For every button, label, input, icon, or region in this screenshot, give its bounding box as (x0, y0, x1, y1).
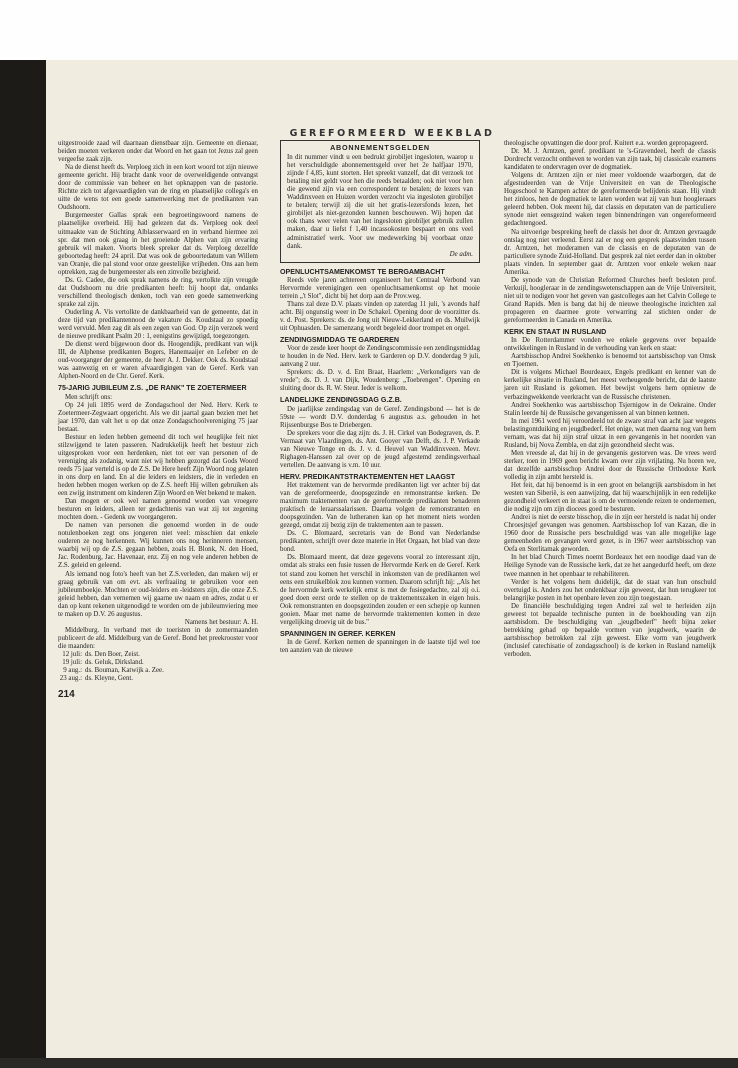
paragraph: Dan mogen er ook wel namen genoemd worden van vroegere besturen en leiders, alleen ter gedachtenis van wat zij tot zegening mochten doen. - Gedenk uw voorgangeren. (58, 498, 258, 522)
list-item: 19 juli: ds. Geluk, Dirksland. (62, 659, 144, 667)
paragraph: Ds. Blomaard meent, dat deze gegevens vooral zo interessant zijn, omdat als straks een fusie tussen de Hervormde Kerk en de Geref. Kerk tot stand zou komen het verschil in inkomsten van de predikanten wel eens een struikelblok zou kunnen vormen. Daarom schrijft hij: „Als het de hervormde kerk werkelijk ernst is met de fusiegedachte, zal zij o.i. goed doen eerst orde te stellen op de traktementszaken in eigen huis. Ook remonstranten en doopsgezinden zouden er een schepje op kunnen gooien. Maar met name de hervormde traktementen komen in deze vergelijking droevig uit de bus." (280, 554, 480, 626)
paragraph: Het feit, dat hij benoemd is in een groot en belangrijk aartsbisdom in het westen van Siberië, is een aanwijzing, dat hij waarschijnlijk in een redelijke gezondheid verkeert en in staat is om de vermoeiende reizen te ondernemen, die nodig zijn om zijn diocees goed te besturen. (504, 482, 716, 514)
paragraph: De dienst werd bijgewoon door ds. Hoogendijk, predikant van wijk III, de Alphense predikanten Bogers, Hanemaaijer en Lefeber en de oud-voorganger der gemeente, de heer A. J. Dekker. Ook ds. Koudstaal was aanwezig en er waren afvaardigingen van de Geref. Kerk van Alphen-Noord en de Chr. Geref. Kerk. (58, 341, 258, 381)
paragraph: Voor de zesde keer hoopt de Zendingscommissie een zendingsmiddag te houden in de Ned. Herv. kerk te Garderen op D.V. donderdag 9 juli, aanvang 2 uur. (280, 345, 480, 369)
box-title: ABONNEMENTSGELDEN (330, 143, 430, 152)
newspaper-page (46, 60, 738, 1058)
paragraph: In het blad Church Times noemt Bordeaux het een noodige daad van de Heilige Synode van de Russische kerk, dat ze het aangedurfd heeft, om deze twee mannen in het openbaar te rehabiliteren. (504, 554, 716, 578)
article-heading: HERV. PREDIKANTSTRAKTEMENTEN HET LAAGST (280, 472, 455, 481)
paragraph: Middelburg. In verband met de toeristen in de zomermaanden publiceert de afd. Middelburg van de Geref. Bond het preekrooster voor die maanden: (58, 626, 258, 650)
paragraph: Thans zal deze D.V. plaats vinden op zaterdag 11 juli, 's avonds half acht. Bij ongunstig weer in De Schakel. Opening door de voorzitter ds. v. d. Post. Sprekers: ds. de Jong uit Nieuw-Lekkerland en ds. Muilwijk uit Ophuasden. De samenzang wordt begeleid door trompet en orgel. (280, 300, 480, 333)
paragraph: Men schrijft ons: (65, 393, 113, 401)
paragraph: Men vreesde al, dat hij in de gevangenis gestorven was. De vrees werd sterker, toen in 1969 geen bericht kwam over zijn vrijlating. Nu horen we, dat dezelfde aartsbisschop Andrei door de Russische Orthodoxe Kerk volledig in zijn ambt hersteld is. (504, 449, 716, 481)
paragraph: Als iemand nog foto's heeft van het Z.S.verleden, dan maken wij er graag gebruik van om evt. als verfraaiing te gebruiken voor een jubileumboekje. Mochten er oud-leiders en -leidsters zijn, die onze Z.S. geleid hebben, dan vernemen wij gaarne uw naam en adres, zodat u er dan op kunt rekenen uitgenodigd te worden om de jubileumviering mee te maken op D.V. 26 augustus. (58, 570, 258, 618)
paragraph: Na de dienst heeft ds. Verploeg zich in een kort woord tot zijn nieuwe gemeente gericht. Hij bracht dank voor de overweldigende ontvangst door de commissie van beheer en het opknappen van de pastorie. Richtte zich tot afgevaardigden van de ring en plaatselijke collega's en uitte de wens tot een goede samenwerking met de predikanten van Oudshoorn. (58, 164, 258, 212)
box-text: In dit nummer vindt u een bedrukt girobiljet ingesloten, waarop u het verschuldigde abonnementsgeld over het 2e halfjaar 1970, zijnde f 4,85, kunt storten. Het spreekt vanzelf, dat dit verzoek tot betaling niet geldt voor hen die reeds betaalden; ook niet voor hen die gewend zijn via een correspondent te betalen; de lezers van Waddinxveen en Huizen worden verzocht via ingesloten girobiljet te betalen; terwijl zij die uit het gratis-lezersfonds lezen, het girobiljet als niet-gezonden kunnen beschouwen. Wij hopen dat ook thans weer velen van het ingesloten girobiljet gebruik zullen maken, daar u liefst f 1,40 incassokosten bespaart en ons veel administratief werk. Voor uw medewerking bij voorbaat onze dank. (287, 154, 473, 250)
paragraph: Dr. M. J. Arntzen, geref. predikant te 's-Gravendeel, heeft de classis Dordrecht verzocht ontheven te worden van zijn taak, bij classicale examens kandidaten te ondervragen over de dogmatiek. (504, 148, 716, 172)
paragraph: Verder is het volgens hem duidelijk, dat de staat van hun onschuld overtuigd is. Anders zou het ondenkbaar zijn geweest, dat hun terugkeer tot belangrijke posten in het openbare leven zou zijn toegestaan. (504, 578, 716, 602)
list-item: 12 juli: ds. Den Boer, Zeist. (62, 651, 140, 658)
paragraph: De sprekers voor die dag zijn: ds. J. H. Cirkel van Bodegraven, ds. P. Vermaat van Vlaardingen, ds. Ant. Gooyer van Delft, ds. J. P. Verkade van Nieuwe Tonge en ds. J. v. d. Heuvel van Waddinxveen. Mevr. Righagen-Hanssen zal over op de jeugd afgestemd zendingsverhaal vertellen. De aanvang is v.m. 10 uur. (280, 429, 480, 469)
paragraph: Ds. C. Blomaard, secretaris van de Bond van Nederlandse predikanten, schrijft over deze materie in Het Orgaan, het blad van deze bond. (280, 530, 480, 554)
scan-margin-left (0, 60, 46, 1068)
paragraph: De financiële beschuldiging tegen Andrei zal wel te herleiden zijn geweest tot bepaalde technische punten in de boekhouding van zijn aartsbisdom. De beschuldiging van „jeugdbederf" heeft bijna zeker betrekking gehad op bepaalde vormen van jeugdwerk, waarin de aartsbisschop betrokken zal zijn geweest. Elke vorm van jeugdwerk (inclusief catechisatie of zondagsschool) is de kerken in Rusland namelijk verboden. (504, 602, 716, 658)
paragraph: Burgemeester Gallas sprak een begroetingswoord namens de plaatselijke overheid. Hij had gelezen dat ds. Verploeg ook deel uitmaakte van de Stichting Alblasserwaard en in verband hiermee zei spr. dat men ook graag in het groeiende Alphen van zijn ervaring gebruik wil maken. Voorts bleek spreker dat ds. Verploeg dezelfde geboortedag heeft: 24 april. Dat was ook de geboortedatum van Willem van Oranje, die pal stond voor onze geestelijke vrijheden. Ons aan hem optrekken, zag de burgemeester als een zinvolle bezigheid. (58, 212, 258, 276)
column-left (58, 140, 258, 683)
article-heading: 75-JARIG JUBILEUM Z.S. „DE RANK" TE ZOETERMEER (58, 384, 247, 393)
article-heading: KERK EN STAAT IN RUSLAND (504, 328, 607, 337)
paragraph: Sprekers: ds. D. v. d. Ent Braat, Haarlem: „Verkondigers van de vrede"; ds. D. J. van Dijk, Woudenberg: „Toebrengen". Opening en sluiting door ds. R. W. Steur. Ieder is welkom. (280, 369, 480, 393)
article-heading: ZENDINGSMIDDAG TE GARDEREN (280, 336, 400, 345)
paragraph: In de Geref. Kerken nemen de spanningen in de laatste tijd wel toe ten aanzien van de nieuwe (280, 638, 480, 654)
paragraph: Na uitvoerige bespreking heeft de classis het door dr. Arntzen gevraagde ontslag nog niet verleend. Eerst zal er nog een gesprek plaatsvinden tussen dr. Arntzen, het moderamen van de classis en de deputaten van de particuliere synode Zuid-Holland. Dat gesprek zal niet eerder dan in oktober plaats vinden. In september gaat dr. Arntzen voor enkele weken naar Amerika. (504, 228, 716, 276)
paragraph: Bestuur en leden hebben gemeend dit toch wel heuglijke feit niet stilzwijgend te laten passeren. Nadrukkelijk heeft het bestuur zich uitgesproken voor een herdenken, niet tot eer van personen of de vereniging als zodanig, want niet wij hebben gezorgd dat Gods Woord reeds 75 jaar verteld is op de Z.S. De Here heeft Zijn Woord nog gelaten in ons dorp en land. En al die leiders en leidsters, die in verleden en heden hebben mogen werken op de Z.S. heeft Hij willen gebruiken als een zwijg instrument om kinderen Zijn Woord en Wet bekend te maken. (58, 433, 258, 498)
paragraph: De synode van de Christian Reformed Churches heeft besloten prof. Verkuijl, hoogleraar in de zendingswetenschappen aan de Vrije Universiteit, niet uit te nodigen voor het geven van gastcolleges aan het Calvin College te Grand Rapids. Men is bang dat hij de nieuwe theologische inzichten zal propageren en daarmee grote verwarring zal stichten onder de gereformeerden in Canada en Amerika. (504, 276, 716, 325)
list-item: 9 aug.: ds. Bouman, Katwijk a. Zee. (63, 667, 164, 675)
scan-margin-top (0, 0, 738, 60)
paragraph: theologische opvattingen die door prof. Kuitert e.a. worden gepropageerd. (504, 140, 709, 147)
page-number: 214 (58, 689, 75, 700)
column-middle (280, 140, 480, 655)
article-heading: SPANNINGEN IN GEREF. KERKEN (280, 629, 396, 638)
paragraph: Dit is volgens Michael Bourdeaux, Engels predikant en kenner van de kerkelijke situatie in Rusland, het meest verheugende bericht, dat de laatste jaren uit Rusland is gekomen. Het bewijst volgens hem opnieuw de verbazingwekkende veerkracht van de Russische christenen. (504, 369, 716, 401)
article-heading: LANDELIJKE ZENDINGSDAG G.Z.B. (280, 396, 402, 405)
page-header: GEREFORMEERD WEEKBLAD (289, 128, 495, 139)
signature: Namens het bestuur: A. H. (184, 618, 258, 626)
column-right (504, 140, 716, 659)
box-signature: De adm. (449, 250, 473, 258)
list-item: 23 aug.: ds. Kleyne, Gent. (59, 675, 134, 683)
paragraph: De jaarlijkse zendingsdag van de Geref. Zendingsbond — het is de 59ste — wordt D.V. donderdag 6 augustus a.s. gehouden in het Rijssenburgse Bos te Driebergen. (280, 405, 480, 429)
paragraph: Aartsbisschop Andrei Soekhenko is benoemd tot aartsbisschop van Omsk en Tjoemen. (504, 353, 716, 369)
paragraph: Ds. G. Cadee, die ook sprak namens de ring, vertolkte zijn vreugde dat Oudshoorn nu drie predikanten heeft: hij hoopt dat, ondanks verschillend theologisch denken, toch van een goede samenwerking sprake zal zijn. (58, 276, 258, 308)
paragraph: Ouderling A. Vis vertolkte de dankbaarheid van de gemeente, dat in deze tijd van predikantennood de vakature ds. Koudstaal zo spoedig werd vervuld. Men zag dit als een zegen van God. Op zijn verzoek werd de nieuwe predikant Psalm 20 : 1, eenigstins gewijzigd, toegezongen. (58, 308, 258, 341)
article-heading: OPENLUCHTSAMENKOMST TE BERGAMBACHT (280, 267, 445, 276)
paragraph: Reeds vele jaren achtereen organiseert het Centraal Verbond van Hervormde verenigingen een openluchtsamenkomst op het mooie terrein „'t Slot", dicht bij het dorp aan de Prov.weg. (280, 276, 480, 300)
paragraph: Andrei is niet de eerste bisschop, die in zijn eer hersteld is nadat hij onder Chroesjtsjef gevangen was genomen. Aartsbisschop Iof van Kazan, die in 1960 door de Russische pers beschuldigd was van alle mogelijke lage gemeenheden en gevangen werd gezet, is in 1967 weer aartsbisschop van Oefa en Sterlitamak geworden. (504, 514, 716, 554)
subscription-notice-box (280, 140, 480, 263)
paragraph: uitgestrooide zaad wil daarnaan dienstbaar zijn. Gemeente en dienaar, beiden moeten verkeren onder dat Woord en het gaan tot Jezus zal geen vergeefse zaak zijn. (58, 140, 258, 164)
paragraph: Het traktement van de hervormde predikanten ligt ver achter bij dat van de gereformeerde, doopsgezinde en remonstrantse kerken. De maximum traktementen van de gereformeerde predikanten benaderen praktisch de leraarssalarissen. Daarna volgen de remonstranten en doopsgezinden. Van de lutheranen kan op het moment niets worden gezegd, omdat zij bezig zijn de traktementen aan te passen. (280, 482, 480, 530)
paragraph: In De Rotterdammer vonden we enkele gegevens over bepaalde ontwikkelingen in Rusland in de verhouding van kerk en staat: (504, 337, 716, 353)
paragraph: Volgens dr. Arntzen zijn er niet meer voldoende waarborgen, dat de afgestudeerden van de Vrije Universiteit en van de Theologische Hogeschool te Kampen achter de gereformeerde belijdenis staan. Hij vindt het zinloos, hen de dogmatiek te laten worden wat zij van hun hoogleraars geleerd hebben. Ook meent hij, dat classis en deputaten van de particuliere synode niet eensgezind waken tegen binnendringen van ongereformeerd gedachtengoed. (504, 172, 716, 228)
paragraph: De namen van personen die genoemd worden in de oude notulenboeken zegt ons jongeren niet veel: misschien dat enkele ouderen ze nog herkennen. Wij kunnen ons nog herinneren mensen, waarbij wij op de Z.S. gegaan hebben, zoals H. Blonk, N. den Hoed, Jac. Rodenburg, Jac. Havenaar, enz. Zij en nog vele anderen hebben de Z.S. geleid en geleend. (58, 522, 258, 570)
paragraph: Andrei Soekhenko was aartsbisschop Tsjernigow in de Oekraine. Onder Stalin leerde hij de Russische gevangenissen al van binnen kennen. (504, 401, 716, 417)
scan-margin-bottom (0, 1058, 738, 1068)
paragraph: Op 24 juli 1895 werd de Zondagschool der Ned. Herv. Kerk te Zoetermeer-Zegwaart opgericht. Als we dit jaartal gaan bezien met het jaar 1970, dan valt het u op dat onze Zondagschoolvereniging 75 jaar bestaat. (58, 401, 258, 433)
paragraph: In mei 1961 werd hij veroordeeld tot de zware straf van acht jaar wegens belastingontduiking en jeugdbederf. Het enige, wat men daarna nog van hem vernam, was dat hij zijn straf uitzat in een gevangenis in het noorden van Rusland, bij Nova Zembla, en dat zijn gezondheid slecht was. (504, 417, 717, 449)
preaching-schedule (58, 651, 258, 683)
